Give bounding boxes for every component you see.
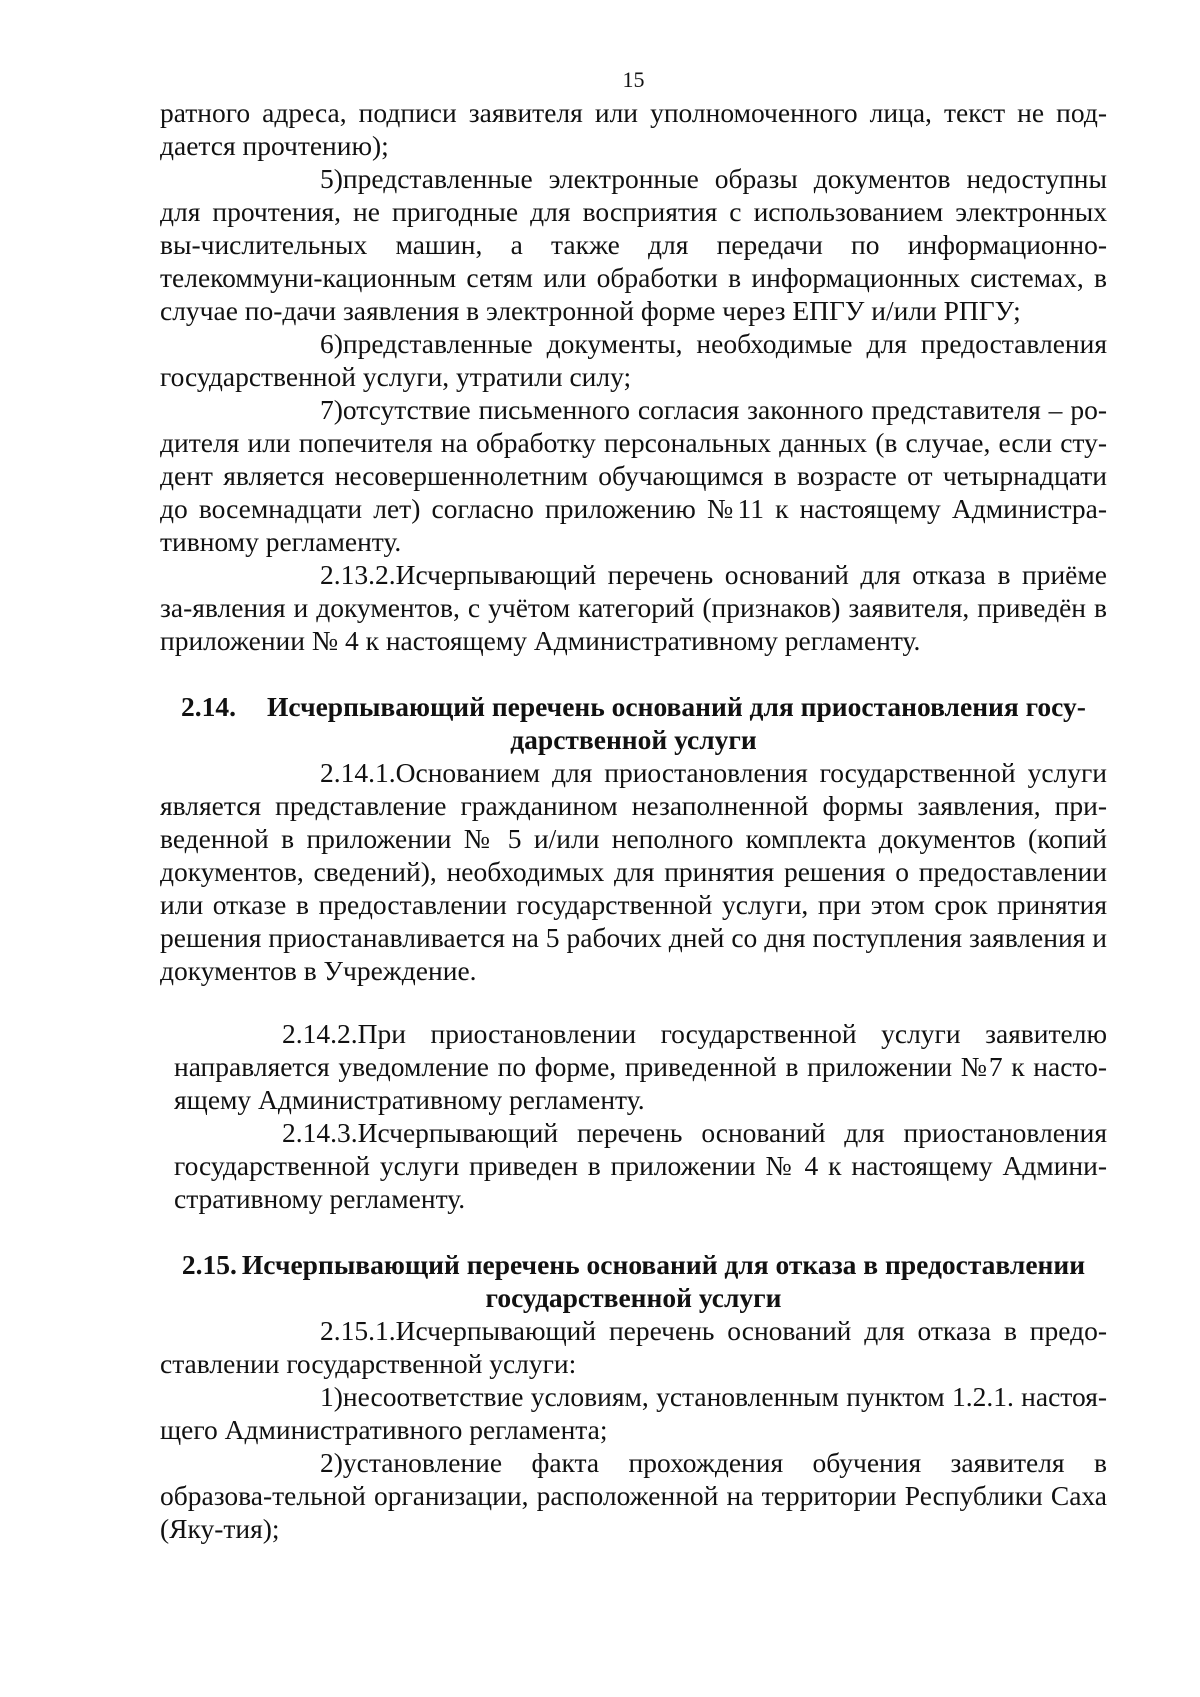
list-item-5 xyxy=(160,162,1107,327)
clause-2-14-1 xyxy=(160,756,1107,987)
page-content xyxy=(160,96,1107,1545)
section-title: Исчерпывающий перечень оснований для отказа в предоставлении государственной услуги xyxy=(241,1249,1086,1313)
clause-text: Исчерпывающий перечень оснований для отказа в предо-ставлении государственной услуги: xyxy=(160,1315,1107,1379)
section-number: 2.15. xyxy=(181,1249,237,1280)
clause-2-14-2 xyxy=(174,1017,1107,1116)
list-item-text: представленные электронные образы документов недоступны для прочтения, не пригодные для восприятия с использованием электронных вы-числительных машин, а также для передачи по информационно-телекоммуни-кационным сетям или обработки в информационных системах, в случае по-дачи заявления в электронной форме через ЕПГУ и/или РПГУ; xyxy=(160,163,1107,326)
list-item-7 xyxy=(160,393,1107,558)
clause-number: 2.14.3. xyxy=(282,1117,358,1148)
list-item-text: отсутствие письменного согласия законного представителя – ро-дителя или попечителя на обработку персональных данных (в случае, если сту-дент является несовершеннолетним обучающимся в возрасте от четырнадцати до восемнадцати лет) согласно приложению №11 к настоящему Администра-тивному регламенту. xyxy=(160,394,1107,557)
clause-text: При приостановлении государственной услуги заявителю направляется уведомление по форме, приведенной в приложении №7 к насто-ящему Административному регламенту. xyxy=(174,1018,1107,1115)
list-item-6 xyxy=(160,327,1107,393)
clause-text: Исчерпывающий перечень оснований для отказа в приёме за-явления и документов, с учётом категорий (признаков) заявителя, приведён в приложении № 4 к настоящему Административному регламенту. xyxy=(160,559,1107,656)
list-item-number: 1) xyxy=(320,1381,343,1412)
page-number: 15 xyxy=(622,67,645,92)
clause-group xyxy=(174,1017,1107,1215)
clause-number: 2.14.2. xyxy=(282,1018,358,1049)
section-number: 2.14. xyxy=(181,691,237,722)
paragraph-continuation: ратного адреса, подписи заявителя или уполномоченного лица, текст не под-дается прочтению); xyxy=(160,97,1107,161)
clause-number: 2.15.1. xyxy=(320,1315,396,1346)
list-item-text: представленные документы, необходимые для предоставления государственной услуги, утратили силу; xyxy=(160,328,1107,392)
clause-2-15-1 xyxy=(160,1314,1107,1380)
spacer xyxy=(160,1215,1107,1248)
clause-text: Исчерпывающий перечень оснований для приостановления государственной услуги приведен в приложении № 4 к настоящему Админи-стративному регламенту. xyxy=(174,1117,1107,1214)
clause-2-13-2 xyxy=(160,558,1107,657)
document-page xyxy=(160,0,1107,1697)
list-item-number: 5) xyxy=(320,163,343,194)
clause-number: 2.13.2. xyxy=(320,559,396,590)
list-item-number: 2) xyxy=(320,1447,343,1478)
list-item-text: несоответствие условиям, установленным пунктом 1.2.1. настоя-щего Административного регламента; xyxy=(160,1381,1107,1445)
section-heading-2-14 xyxy=(160,690,1107,756)
section-heading-2-15 xyxy=(160,1248,1107,1314)
list-item-number: 6) xyxy=(320,328,343,359)
spacer xyxy=(160,987,1107,1017)
list-item-text: установление факта прохождения обучения заявителя в образова-тельной организации, расположенной на территории Республики Саха (Яку-тия); xyxy=(160,1447,1107,1544)
section-title: Исчерпывающий перечень оснований для приостановления госу-дарственной услуги xyxy=(267,691,1086,755)
clause-text: Основанием для приостановления государственной услуги является представление гражданином незаполненной формы заявления, при-веденной в приложении № 5 и/или неполного комплекта документов (копий документов, сведений), необходимых для принятия решения о предоставлении или отказе в предоставлении государственной услуги, при этом срок принятия решения приостанавливается на 5 рабочих дней со дня поступления заявления и документов в Учреждение. xyxy=(160,757,1107,986)
list-item-1 xyxy=(160,1380,1107,1446)
clause-number: 2.14.1. xyxy=(320,757,396,788)
spacer xyxy=(160,657,1107,690)
clause-2-14-3 xyxy=(174,1116,1107,1215)
list-item-number: 7) xyxy=(320,394,343,425)
list-item-2 xyxy=(160,1446,1107,1545)
